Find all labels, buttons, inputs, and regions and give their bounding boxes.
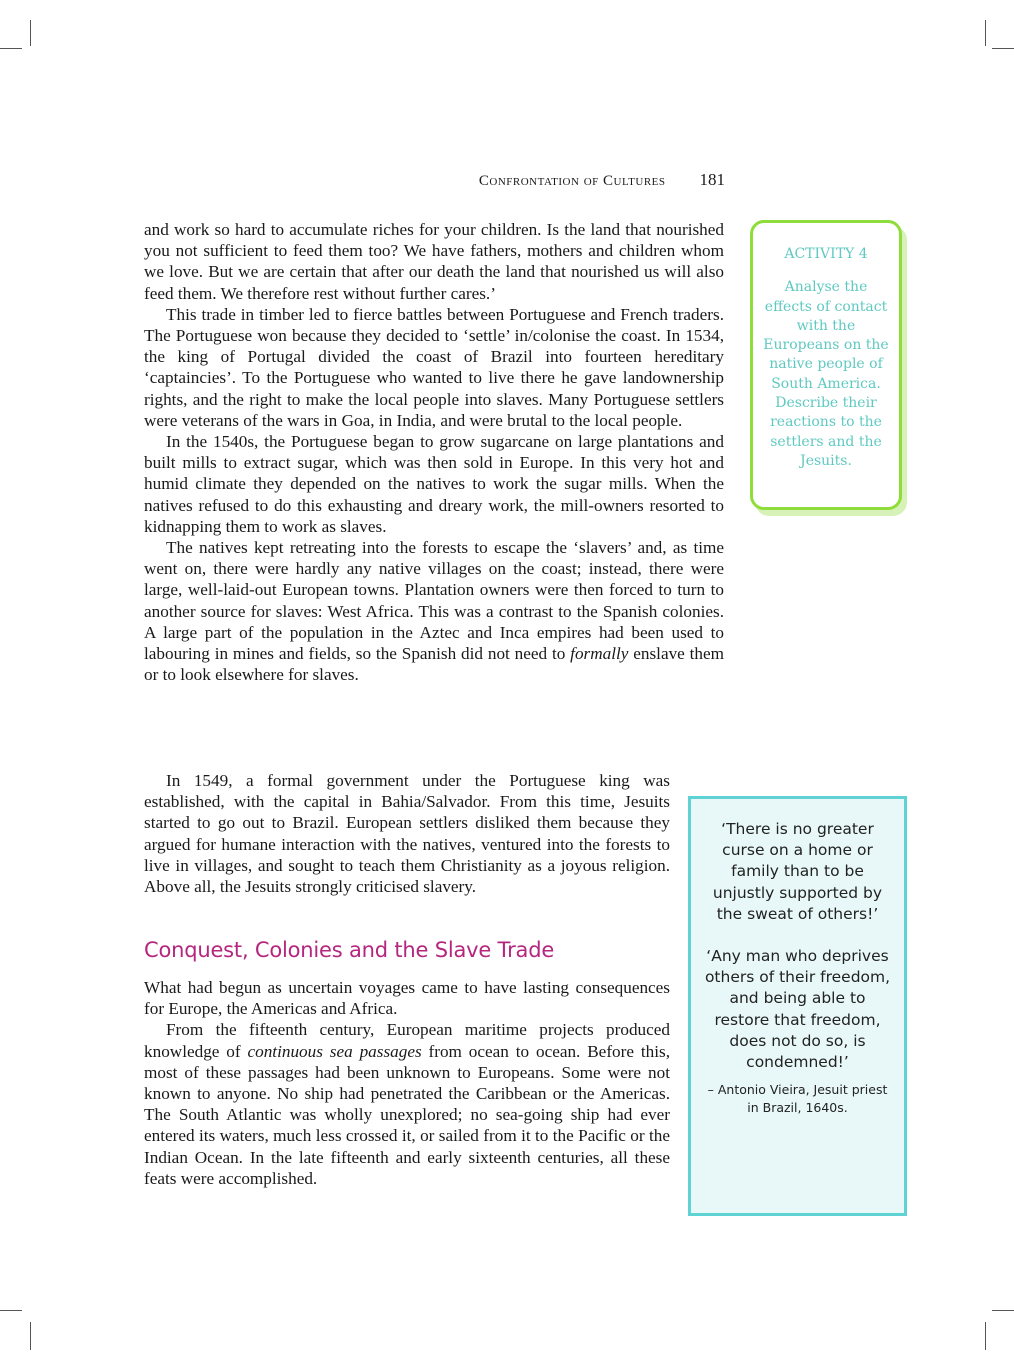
crop-mark xyxy=(30,1322,31,1350)
paragraph xyxy=(144,537,724,685)
italic-term: continuous sea passages xyxy=(247,1041,422,1061)
activity-title: ACTIVITY 4 xyxy=(784,246,868,262)
quote-attribution: – Antonio Vieira, Jesuit priest in Brazil, 1640s. xyxy=(707,1082,888,1116)
text-run: from ocean to ocean. Before this, most of these passages had been unknown to Europeans. Some were not known to anyone. No ship had penetrated the Caribbean or the Americas. The South Atlantic was wholly unexplored; no sea-going ship had ever entered its waters, much less crossed it, or sailed from it to the Pacific or the Indian Ocean. In the late fifteenth and early sixteenth centuries, all these feats were accomplished. xyxy=(144,1041,670,1188)
page-number: 181 xyxy=(699,170,725,189)
text-run: enslave them or to look elsewhere for slaves. xyxy=(144,644,725,685)
quote-box xyxy=(688,796,907,1216)
activity-text: Analyse the effects of contact with the Europeans on the native people of South America. Describe their reactions to the settlers and the Jesuits. xyxy=(763,279,889,469)
paragraph xyxy=(144,1019,670,1189)
running-header xyxy=(440,170,725,190)
crop-mark xyxy=(985,1322,986,1350)
crop-mark xyxy=(992,1310,1014,1311)
main-column-middle xyxy=(144,770,670,897)
main-column-bottom xyxy=(144,977,670,1189)
crop-mark xyxy=(0,48,22,49)
activity-box xyxy=(750,220,902,510)
crop-mark xyxy=(985,20,986,46)
paragraph: In the 1540s, the Portuguese began to grow sugarcane on large plantations and built mills to extract sugar, which was then sold in Europe. In this very hot and humid climate they depended on the natives to work the sugar mills. When the natives refused to do this exhausting and dreary work, the mill-owners resorted to kidnapping them to work as slaves. xyxy=(144,432,724,536)
crop-mark xyxy=(30,20,31,46)
paragraph: In 1549, a formal government under the Portuguese king was established, with the capital in Bahia/Salvador. From this time, Jesuits started to go out to Brazil. European settlers disliked them because they argued for humane interaction with the natives, ventured into the forests to live in villages, and sought to teach them Christianity as a joyous religion. Above all, the Jesuits strongly criticised slavery. xyxy=(144,771,670,897)
paragraph: What had begun as uncertain voyages came to have lasting consequences for Europe, the Americas and Africa. xyxy=(144,978,670,1019)
section-heading: Conquest, Colonies and the Slave Trade xyxy=(144,938,555,962)
running-title: Confrontation of Cultures xyxy=(478,173,666,189)
italic-term: formally xyxy=(570,644,629,664)
crop-mark xyxy=(992,48,1014,49)
text-run: From the fifteenth century, European maritime projects produced knowledge of xyxy=(144,1020,670,1061)
text-run: The natives kept retreating into the forests to escape the ‘slavers’ and, as time went on, there were hardly any native villages on the coast; instead, there were large, well-laid-out European towns. Plantation owners were then forced to turn to another source for slaves: West Africa. This was a contrast to the Spanish colonies. A large part of the population in the Aztec and Inca empires had been used to labouring in mines and fields, so the Spanish did not need to xyxy=(144,538,724,664)
quote-text: ‘There is no greater curse on a home or family than to be unjustly supported by the sweat of others!’ xyxy=(712,820,883,923)
crop-mark xyxy=(0,1310,22,1311)
paragraph: and work so hard to accumulate riches for your children. Is the land that nourished you not sufficient to feed them too? We have fathers, mothers and children whom we love. But we are certain that after our death the land that nourished us will also feed them. We therefore rest without further cares.’ xyxy=(144,220,724,303)
paragraph: This trade in timber led to fierce battles between Portuguese and French traders. The Portuguese won because they decided to ‘settle’ in/colonise the coast. In 1534, the king of Portugal divided the coast of Brazil into fourteen hereditary ‘captaincies’. To the Portuguese who wanted to live there he gave landownership rights, and the right to make the local people into slaves. Many Portuguese settlers were veterans of the wars in Goa, in India, and were brutal to the local people. xyxy=(144,304,724,430)
quote-text: ‘Any man who deprives others of their freedom, and being able to restore that freedom, does not do so, is condemned!’ xyxy=(704,947,891,1072)
main-column-top xyxy=(144,219,724,685)
